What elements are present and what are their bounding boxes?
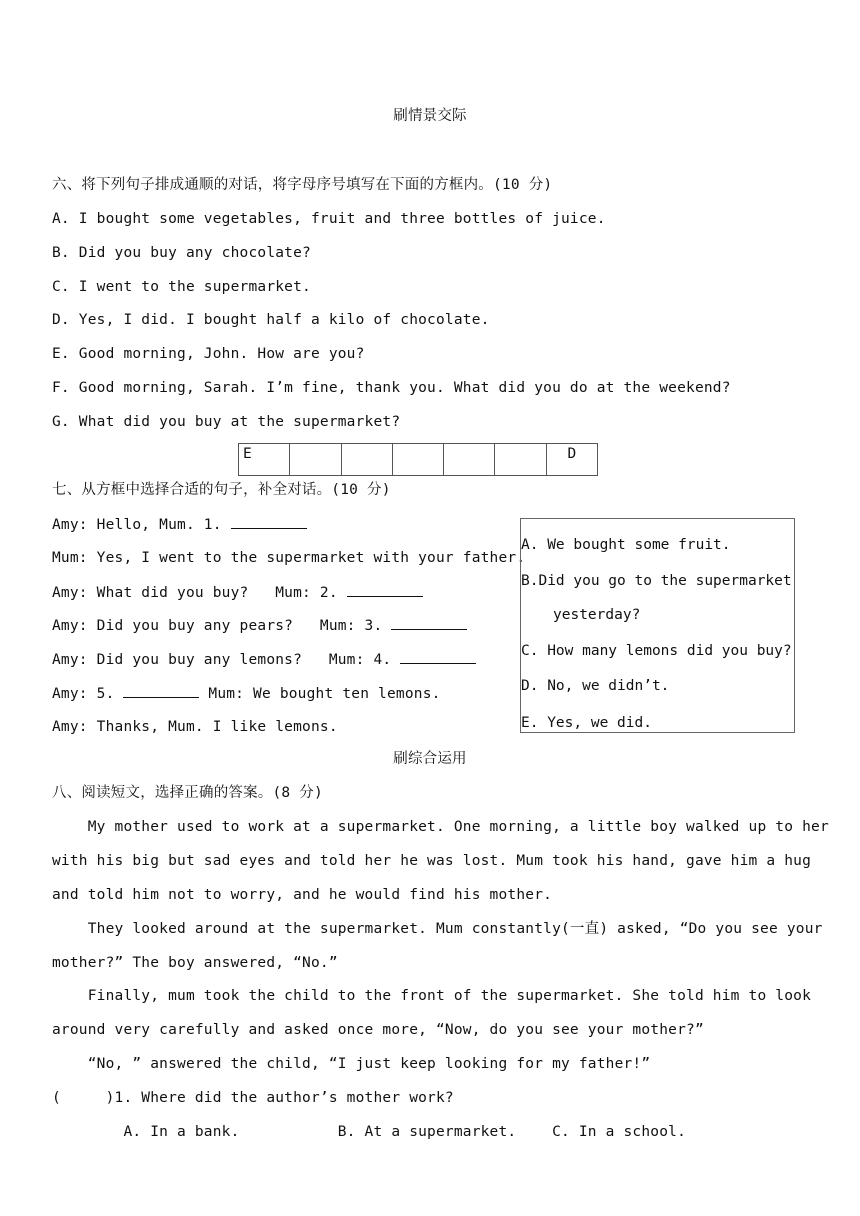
answer-cell-5[interactable] [444, 444, 495, 475]
dialog-line-1: Amy: Hello, Mum. 1. [52, 514, 307, 535]
dialog-line-6: Amy: 5. Mum: We bought ten lemons. [52, 683, 441, 704]
section6-heading: 六、将下列句子排成通顺的对话，将字母序号填写在下面的方框内。(10 分) [52, 177, 553, 193]
blank-5[interactable] [123, 683, 199, 698]
dialog-line-2: Mum: Yes, I went to the supermarket with your father. [52, 550, 526, 566]
passage-line: “No, ” answered the child, “I just keep looking for my father!” [52, 1056, 651, 1072]
dialog-line-4: Amy: Did you buy any pears? Mum: 3. [52, 615, 467, 636]
s6-item-f: F. Good morning, Sarah. I’m fine, thank you. What did you do at the weekend? [52, 380, 731, 396]
answer-cell-6[interactable] [495, 444, 546, 475]
passage-line: mother?” The boy answered, “No.” [52, 955, 338, 971]
question-1: ( )1. Where did the author’s mother work? [52, 1090, 454, 1106]
s6-item-a: A. I bought some vegetables, fruit and three bottles of juice. [52, 211, 606, 227]
dialog-line-5: Amy: Did you buy any lemons? Mum: 4. [52, 649, 476, 670]
option-a: A. We bought some fruit. [521, 537, 731, 553]
dialog-line-3: Amy: What did you buy? Mum: 2. [52, 582, 423, 603]
answer-cell-3[interactable] [342, 444, 393, 475]
blank-4[interactable] [400, 649, 476, 664]
passage-line: Finally, mum took the child to the front of the supermarket. She told him to look [52, 988, 812, 1004]
answer-cell-7[interactable]: D [567, 446, 577, 462]
section8-heading: 八、阅读短文，选择正确的答案。(8 分) [52, 785, 323, 801]
section-title-comprehensive: 刷综合运用 [393, 751, 467, 767]
s6-item-g: G. What did you buy at the supermarket? [52, 414, 401, 430]
s6-item-e: E. Good morning, John. How are you? [52, 346, 365, 362]
s6-item-c: C. I went to the supermarket. [52, 279, 311, 295]
options-box [520, 518, 795, 733]
section-title-scene: 刷情景交际 [393, 108, 467, 124]
passage-line: My mother used to work at a supermarket. One morning, a little boy walked up to her [52, 819, 829, 835]
s6-item-b: B. Did you buy any chocolate? [52, 245, 311, 261]
question-1-options: A. In a bank. B. At a supermarket. C. In a school. [52, 1124, 687, 1140]
passage-line: They looked around at the supermarket. Mum constantly(一直) asked, “Do you see your [52, 921, 823, 937]
option-b-cont: yesterday? [553, 607, 641, 623]
passage-line: around very carefully and asked once more, “Now, do you see your mother?” [52, 1022, 704, 1038]
s6-item-d: D. Yes, I did. I bought half a kilo of chocolate. [52, 312, 490, 328]
section7-heading: 七、从方框中选择合适的句子，补全对话。(10 分) [52, 482, 391, 498]
dialog-line-7: Amy: Thanks, Mum. I like lemons. [52, 719, 338, 735]
blank-3[interactable] [391, 615, 467, 630]
answer-cell-1[interactable]: E [239, 444, 290, 475]
answer-cell-4[interactable] [393, 444, 444, 475]
option-e: E. Yes, we did. [521, 715, 652, 731]
blank-2[interactable] [347, 582, 423, 597]
answer-cell-2[interactable] [290, 444, 341, 475]
answer-grid [238, 443, 598, 476]
passage-line: and told him not to worry, and he would find his mother. [52, 887, 553, 903]
passage-line: with his big but sad eyes and told her he was lost. Mum took his hand, gave him a hug [52, 853, 812, 869]
option-d: D. No, we didn’t. [521, 678, 670, 694]
option-c: C. How many lemons did you buy? [521, 643, 792, 659]
blank-1[interactable] [231, 514, 307, 529]
option-b: B.Did you go to the supermarket [521, 573, 792, 589]
